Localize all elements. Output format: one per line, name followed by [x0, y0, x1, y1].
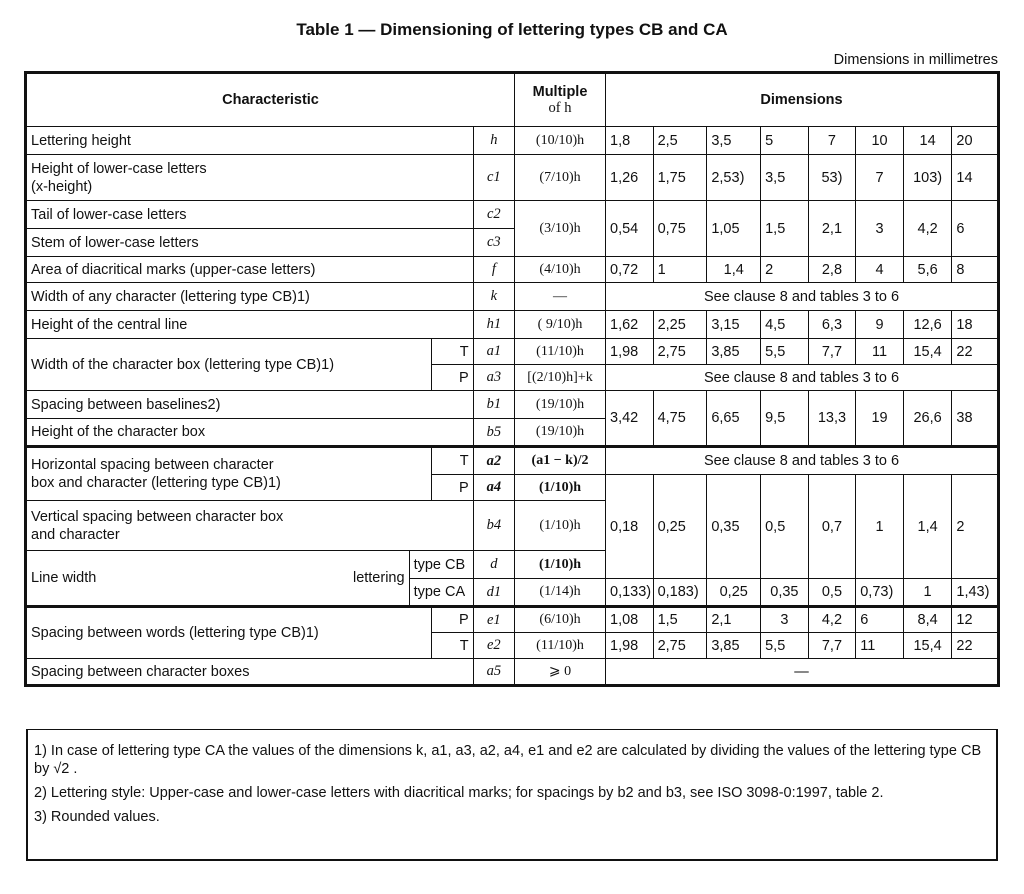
- row-label-line2: box and character (lettering type CB)1): [31, 475, 281, 491]
- value-cell: 7: [808, 127, 856, 155]
- row-multiple: (1/10)h: [515, 501, 606, 551]
- value-cell: 8: [952, 257, 998, 283]
- value-cell: 1: [903, 579, 952, 607]
- value-cell: 2: [952, 475, 998, 579]
- row-multiple: ⩾ 0: [515, 659, 606, 685]
- row-symbol: c1: [473, 155, 514, 201]
- value-cell: 0,133): [606, 579, 654, 607]
- value-cell: 1: [856, 475, 904, 579]
- row-multiple: (19/10)h: [515, 419, 606, 447]
- table-row: [27, 607, 998, 633]
- value-cell: 2,25: [653, 311, 707, 339]
- value-cell: 0,5: [761, 475, 809, 579]
- type-ca-label: type CA: [409, 579, 473, 607]
- value-cell: 0,35: [707, 475, 761, 579]
- row-label: Spacing between baselines2): [27, 391, 474, 419]
- value-cell: 11: [856, 339, 904, 365]
- value-cell: 12: [952, 607, 998, 633]
- value-cell: 1: [653, 257, 707, 283]
- value-cell: 10: [856, 127, 904, 155]
- value-cell: 18: [952, 311, 998, 339]
- value-cell: 2,1: [808, 201, 856, 257]
- value-cell: 3,5: [761, 155, 809, 201]
- value-cell: 7,7: [808, 633, 856, 659]
- value-cell: 9,5: [761, 391, 809, 447]
- row-symbol: d1: [473, 579, 514, 607]
- row-label: Area of diacritical marks (upper-case letters): [27, 257, 474, 283]
- row-label: [27, 447, 432, 501]
- table-row: [27, 339, 998, 365]
- value-cell: 1,75: [653, 155, 707, 201]
- value-cell: 1,4: [903, 475, 952, 579]
- row-symbol: a1: [473, 339, 514, 365]
- header-multiple-line2: of h: [548, 99, 572, 116]
- value-cell: 3: [761, 607, 809, 633]
- value-cell: 1,8: [606, 127, 654, 155]
- value-cell: 2,75: [653, 339, 707, 365]
- value-cell: 5,5: [761, 633, 809, 659]
- type-cb-label: type CB: [409, 551, 473, 579]
- value-cell: 6,3: [808, 311, 856, 339]
- value-cell: 7: [856, 155, 904, 201]
- row-multiple: (1/14)h: [515, 579, 606, 607]
- row-multiple: (11/10)h: [515, 633, 606, 659]
- value-cell: 0,18: [606, 475, 654, 579]
- table-row: [27, 659, 998, 685]
- row-multiple: (4/10)h: [515, 257, 606, 283]
- row-symbol: h: [473, 127, 514, 155]
- value-cell: 6: [856, 607, 904, 633]
- span-cell: See clause 8 and tables 3 to 6: [606, 365, 998, 391]
- value-cell: 15,4: [903, 339, 952, 365]
- value-cell: 3,42: [606, 391, 654, 447]
- value-cell: 0,73): [856, 579, 904, 607]
- row-label: Tail of lower-case letters: [27, 201, 474, 229]
- row-symbol: f: [473, 257, 514, 283]
- line-width-lettering: lettering: [352, 570, 405, 586]
- value-cell: 4,75: [653, 391, 707, 447]
- table-row: [27, 155, 998, 201]
- table-row: [27, 311, 998, 339]
- row-label: Spacing between words (lettering type CB)1): [27, 607, 432, 659]
- row-label: Height of the central line: [27, 311, 474, 339]
- row-variant-t: T: [432, 339, 473, 365]
- value-cell: 4: [856, 257, 904, 283]
- span-cell: See clause 8 and tables 3 to 6: [606, 447, 998, 475]
- row-symbol: h1: [473, 311, 514, 339]
- value-cell: 1,5: [653, 607, 707, 633]
- table-row: [27, 257, 998, 283]
- footnotes: [26, 729, 998, 861]
- row-label: [27, 155, 474, 201]
- value-cell: 5,5: [761, 339, 809, 365]
- row-multiple: (11/10)h: [515, 339, 606, 365]
- value-cell: 38: [952, 391, 998, 447]
- row-variant-t: T: [432, 447, 473, 475]
- value-cell: 19: [856, 391, 904, 447]
- value-cell: 2,53): [707, 155, 761, 201]
- value-cell: 20: [952, 127, 998, 155]
- row-symbol: a5: [473, 659, 514, 685]
- value-cell: 0,72: [606, 257, 654, 283]
- row-label-line2: and character: [31, 526, 120, 543]
- row-label-line2: (x-height): [31, 178, 93, 195]
- value-cell: 53): [808, 155, 856, 201]
- value-cell: 1,4: [707, 257, 761, 283]
- row-label: Width of the character box (lettering type CB)1): [27, 339, 432, 391]
- value-cell: 0,54: [606, 201, 654, 257]
- row-multiple: —: [515, 283, 606, 311]
- value-cell: 2,5: [653, 127, 707, 155]
- row-multiple: (6/10)h: [515, 607, 606, 633]
- row-symbol: k: [473, 283, 514, 311]
- row-multiple: [(2/10)h]+k: [515, 365, 606, 391]
- value-cell: 3,85: [707, 633, 761, 659]
- value-cell: 0,25: [707, 579, 761, 607]
- row-multiple: (1/10)h: [515, 475, 606, 501]
- header-row: [27, 74, 998, 127]
- row-label: [27, 501, 474, 551]
- value-cell: 3: [856, 201, 904, 257]
- row-multiple: ( 9/10)h: [515, 311, 606, 339]
- value-cell: 103): [903, 155, 952, 201]
- row-label-line1: Height of lower-case letters: [31, 160, 207, 177]
- row-label-line1: Vertical spacing between character box: [31, 508, 284, 525]
- value-cell: 15,4: [903, 633, 952, 659]
- value-cell: 1,5: [761, 201, 809, 257]
- span-cell: —: [606, 659, 998, 685]
- value-cell: 0,183): [653, 579, 707, 607]
- value-cell: 2,1: [707, 607, 761, 633]
- value-cell: 26,6: [903, 391, 952, 447]
- row-variant-p: P: [432, 607, 473, 633]
- row-symbol: d: [473, 551, 514, 579]
- value-cell: 1,26: [606, 155, 654, 201]
- row-symbol: e2: [473, 633, 514, 659]
- value-cell: 12,6: [903, 311, 952, 339]
- value-cell: 0,7: [808, 475, 856, 579]
- row-label-line1: Horizontal spacing between character: [31, 457, 274, 473]
- row-variant-p: P: [432, 475, 473, 501]
- value-cell: 0,5: [808, 579, 856, 607]
- row-multiple: (a1 − k)/2: [515, 447, 606, 475]
- row-symbol: b1: [473, 391, 514, 419]
- row-symbol: a3: [473, 365, 514, 391]
- row-multiple: (1/10)h: [515, 551, 606, 579]
- header-multiple-line1: Multiple: [532, 83, 588, 100]
- value-cell: 5: [761, 127, 809, 155]
- value-cell: 2: [761, 257, 809, 283]
- value-cell: 3,5: [707, 127, 761, 155]
- table-row: [27, 447, 998, 475]
- value-cell: 11: [856, 633, 904, 659]
- row-label: Spacing between character boxes: [27, 659, 474, 685]
- table-row: [27, 283, 998, 311]
- value-cell: 14: [952, 155, 998, 201]
- value-cell: 14: [903, 127, 952, 155]
- row-multiple: (3/10)h: [515, 201, 606, 257]
- row-symbol: a4: [473, 475, 514, 501]
- value-cell: 2,8: [808, 257, 856, 283]
- dimension-table: [26, 73, 998, 685]
- row-symbol: b4: [473, 501, 514, 551]
- line-width-label: Line width: [31, 570, 97, 586]
- value-cell: 1,62: [606, 311, 654, 339]
- row-multiple: (7/10)h: [515, 155, 606, 201]
- table-row: [27, 201, 998, 229]
- units-note: Dimensions in millimetres: [833, 52, 998, 68]
- footnote-2: 2) Lettering style: Upper-case and lower-case letters with diacritical marks; for spacings by b2 and b3, see ISO 3098-0:1997, table 2.: [34, 785, 884, 801]
- value-cell: 4,2: [903, 201, 952, 257]
- value-cell: 0,25: [653, 475, 707, 579]
- row-label: Lettering height: [27, 127, 474, 155]
- row-symbol: e1: [473, 607, 514, 633]
- value-cell: 4,2: [808, 607, 856, 633]
- header-characteristic: Characteristic: [27, 74, 515, 127]
- row-label: Height of the character box: [27, 419, 474, 447]
- value-cell: 6: [952, 201, 998, 257]
- footnote-1: 1) In case of lettering type CA the values of the dimensions k, a1, a3, a2, a4, e1 and e2 are calculated by dividing the values of the lettering type CB by √2 .: [34, 743, 982, 777]
- table-row: [27, 391, 998, 419]
- value-cell: 1,43): [952, 579, 998, 607]
- value-cell: 9: [856, 311, 904, 339]
- value-cell: 2,75: [653, 633, 707, 659]
- value-cell: 0,75: [653, 201, 707, 257]
- value-cell: 5,6: [903, 257, 952, 283]
- row-symbol: a2: [473, 447, 514, 475]
- row-variant-t: T: [432, 633, 473, 659]
- value-cell: 22: [952, 339, 998, 365]
- value-cell: 3,85: [707, 339, 761, 365]
- value-cell: 7,7: [808, 339, 856, 365]
- row-label: Stem of lower-case letters: [27, 229, 474, 257]
- table-row: [27, 127, 998, 155]
- value-cell: 6,65: [707, 391, 761, 447]
- value-cell: 1,98: [606, 339, 654, 365]
- row-symbol: b5: [473, 419, 514, 447]
- row-variant-p: P: [432, 365, 473, 391]
- value-cell: 13,3: [808, 391, 856, 447]
- value-cell: 1,98: [606, 633, 654, 659]
- footnote-3: 3) Rounded values.: [34, 809, 160, 825]
- row-multiple: (10/10)h: [515, 127, 606, 155]
- row-symbol: c2: [473, 201, 514, 229]
- row-label: Width of any character (lettering type CB)1): [27, 283, 474, 311]
- row-multiple: (19/10)h: [515, 391, 606, 419]
- row-label: [27, 551, 410, 607]
- value-cell: 8,4: [903, 607, 952, 633]
- value-cell: 1,08: [606, 607, 654, 633]
- value-cell: 22: [952, 633, 998, 659]
- header-multiple: [515, 74, 606, 127]
- value-cell: 1,05: [707, 201, 761, 257]
- value-cell: 4,5: [761, 311, 809, 339]
- value-cell: 3,15: [707, 311, 761, 339]
- table-title: Table 1 — Dimensioning of lettering types CB and CA: [296, 20, 728, 39]
- row-symbol: c3: [473, 229, 514, 257]
- value-cell: 0,35: [761, 579, 809, 607]
- header-dimensions: Dimensions: [606, 74, 998, 127]
- span-cell: See clause 8 and tables 3 to 6: [606, 283, 998, 311]
